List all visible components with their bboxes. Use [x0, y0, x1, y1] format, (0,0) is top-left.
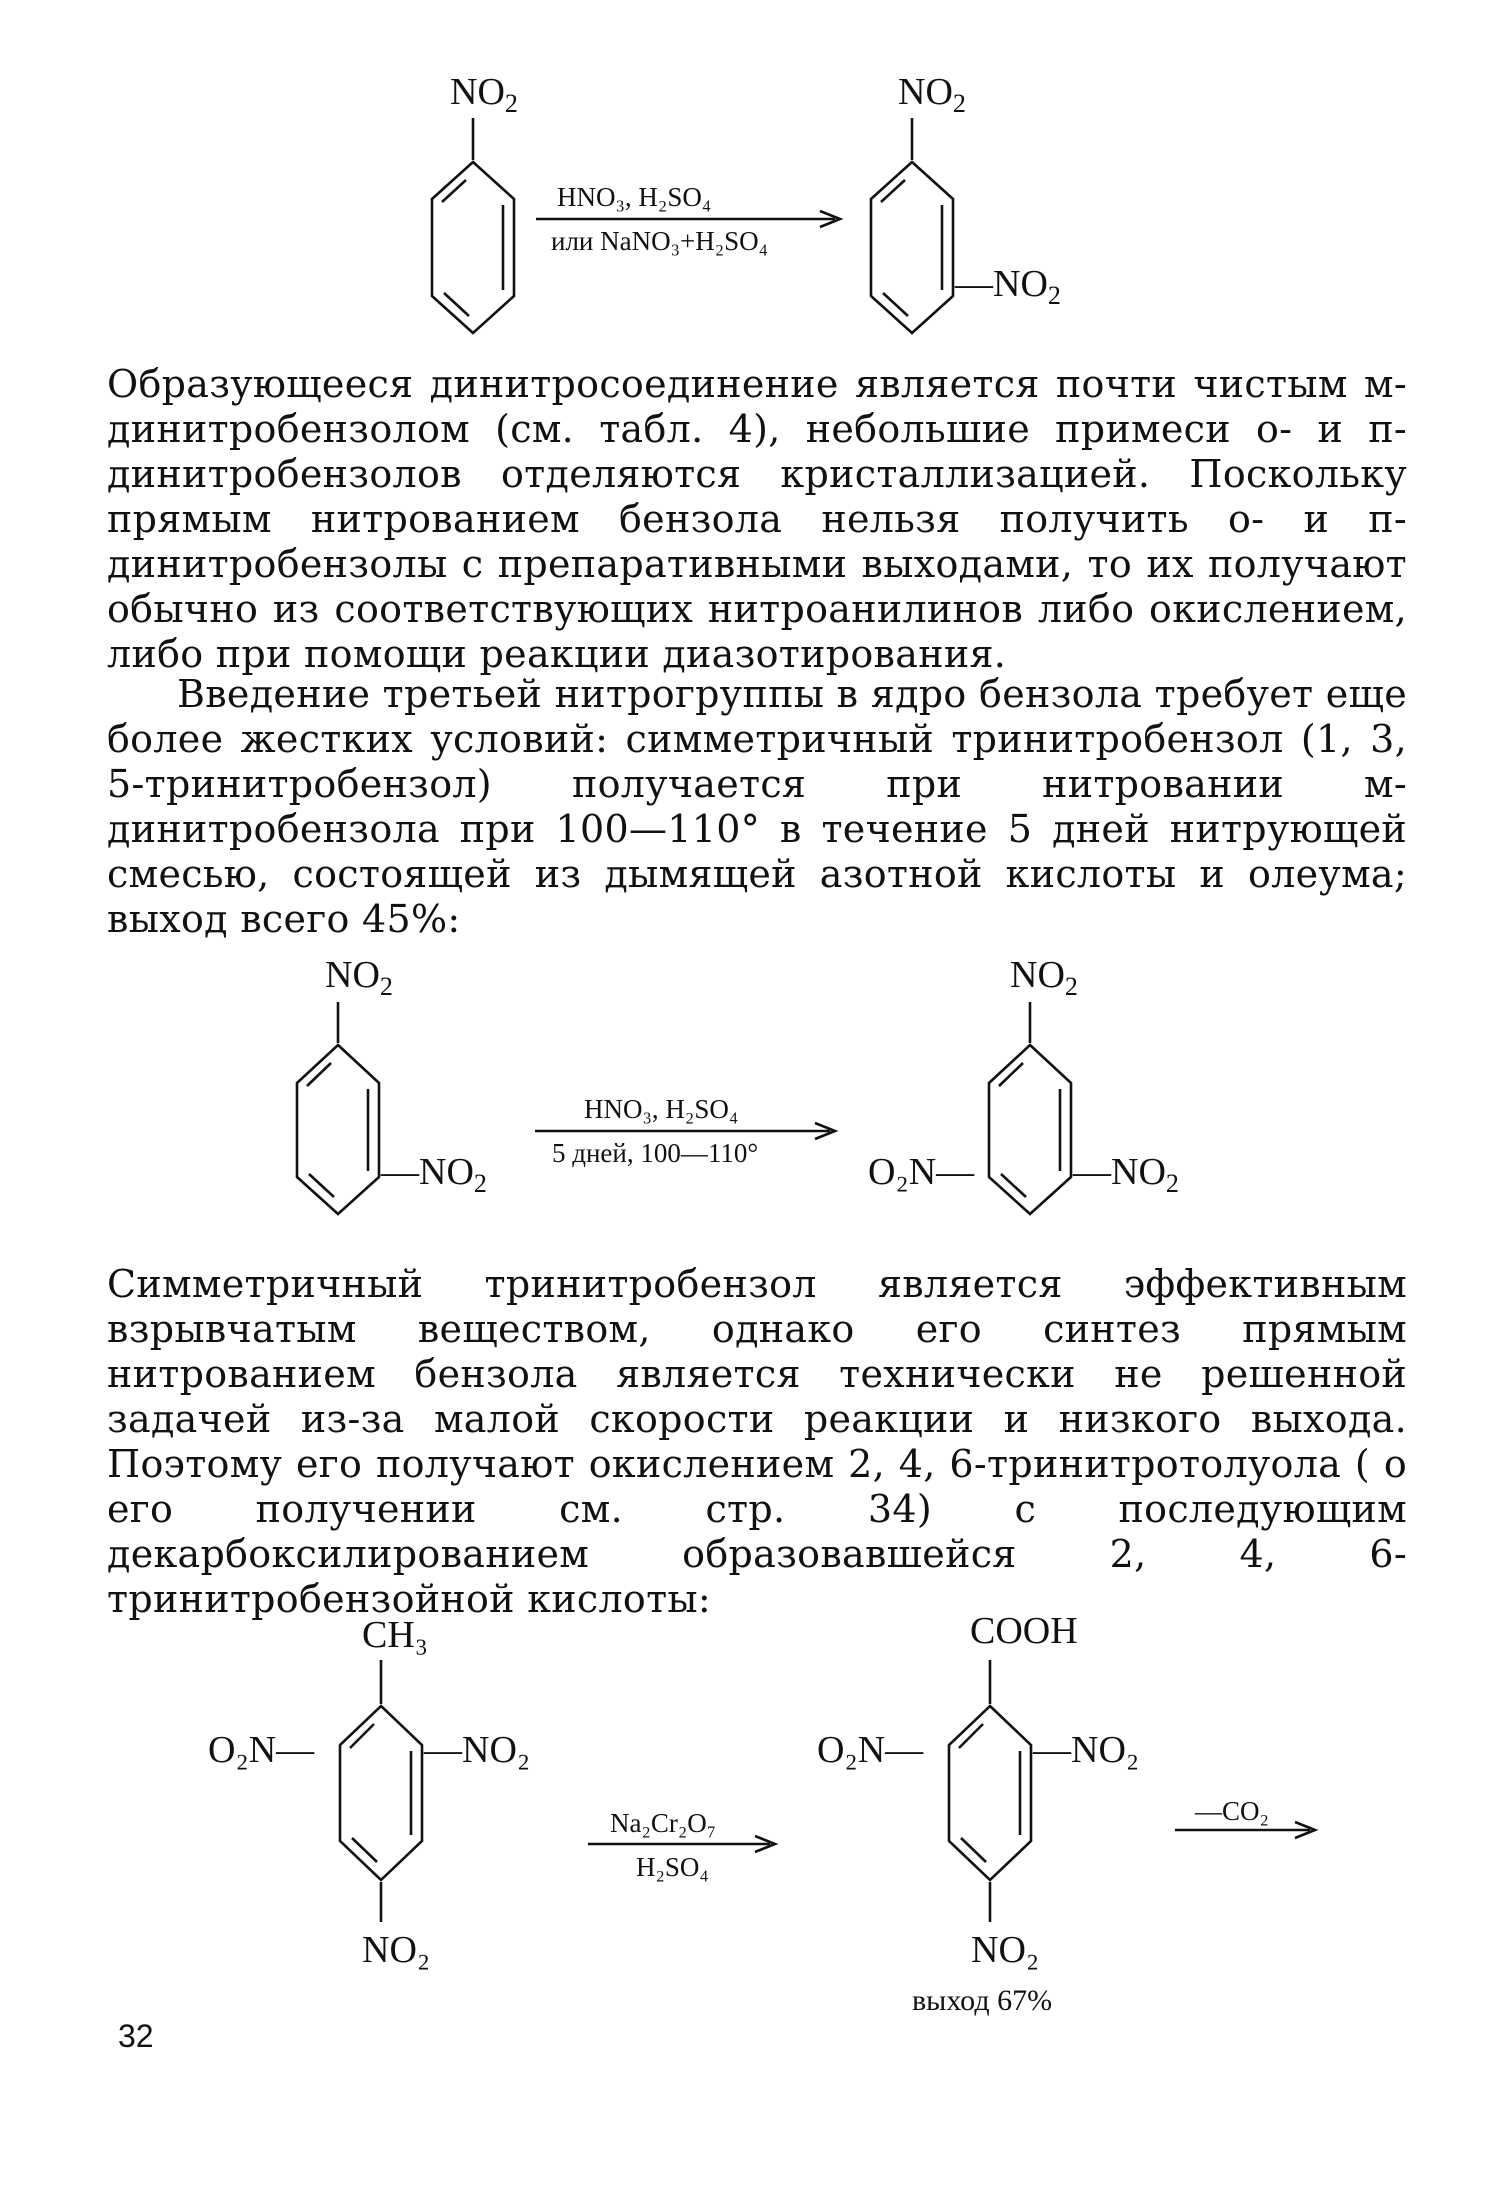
- decarboxylation-arrow: [1175, 1796, 1315, 1838]
- trinitrobenzene-structure: [868, 954, 1179, 1214]
- reagent-top-label: HNO₃, H₂SO₄: [584, 1094, 739, 1124]
- page-number: 32: [118, 2018, 154, 2054]
- reagent-top-label: Na₂Cr₂O₇: [610, 1808, 717, 1838]
- nitrobenzene-structure: [432, 71, 518, 333]
- reaction-arrow-2: [535, 1094, 835, 1168]
- reaction-arrow-1: [536, 182, 840, 256]
- product-top-no2-label: $NO_2$: [1010, 954, 1078, 1001]
- product-bottom-no2-label: NO₂: [971, 1929, 1040, 1971]
- paragraph-2: Введение третьей нитрогруппы в ядро бензола требует еще более жестких условий: симметричный тринитробензол (1, 3, 5-тринитробензол) получается при нитровании м-динитробензола при 100—110° в течение 5 дней нитрующей смесью, состоящей из дымящей азотной кислоты и олеума; выход всего 45%:: [107, 672, 1407, 941]
- yield-label: выход 67%: [912, 1984, 1053, 2017]
- reactant-right-no2-label: —NO₂: [424, 1729, 531, 1771]
- decarb-reagent-label: —CO₂: [1195, 1796, 1269, 1826]
- product-right-no2-label: $—NO_2$: [1073, 1151, 1179, 1198]
- paragraph-3: Симметричный тринитробензол является эффективным взрывчатым веществом, однако его синтез прямым нитрованием бензола является технически не решенной задачей из-за малой скорости реакции и низкого выхода. Поэтому его получают окислением 2, 4, 6-тринитротолуола ( о его получении см. стр. 34) с последующим декарбоксилированием образовавшейся 2, 4, 6-тринитробензойной кислоты:: [107, 1262, 1407, 1621]
- reagent-top-label: HNO₃, H₂SO₄: [557, 182, 712, 212]
- reaction-scheme-1: [0, 0, 1500, 360]
- tnt-structure: [208, 1614, 530, 1971]
- reagent-bottom-label: или NaNO₃+H₂SO₄: [551, 226, 769, 256]
- reaction-scheme-2: [0, 940, 1500, 1230]
- m-dinitrobenzene-structure: [297, 954, 487, 1214]
- product-cooh-label: COOH: [970, 1610, 1078, 1652]
- reagent-bottom-label: 5 дней, 100—110°: [552, 1138, 759, 1168]
- product-left-no2-label: O₂N—: [817, 1729, 924, 1771]
- reactant-ch3-label: CH₃: [362, 1614, 429, 1656]
- oxidation-arrow: [588, 1808, 775, 1882]
- product-side-no2-label: $—NO_2$: [955, 263, 1061, 310]
- reactant-bottom-no2-label: NO₂: [362, 1929, 431, 1971]
- trinitrobenzoic-acid-structure: [817, 1610, 1139, 2017]
- reaction-scheme-3: [0, 1600, 1500, 2020]
- product-right-no2-label: —NO₂: [1033, 1729, 1140, 1771]
- product-left-no2-label: O₂N—: [868, 1151, 975, 1193]
- m-dinitrobenzene-structure: [871, 71, 1061, 333]
- paragraph-1: Образующееся динитросоединение является почти чистым м-динитробензолом (см. табл. 4), небольшие примеси о- и п-динитробензолов отделяются кристаллизацией. Поскольку прямым нитрованием бензола нельзя получить о- и п-динитробензолы с препаративными выходами, то их получают обычно из соответствующих нитроанилинов либо окислением, либо при помощи реакции диазотирования.: [107, 362, 1407, 676]
- reactant-side-no2-label: $—NO_2$: [381, 1151, 487, 1198]
- reactant-top-no2-label: $NO_2$: [325, 954, 393, 1001]
- reactant-no2-label: $NO_2$: [450, 71, 518, 118]
- reagent-bottom-label: H₂SO₄: [636, 1852, 709, 1882]
- reactant-left-no2-label: O₂N—: [208, 1729, 315, 1771]
- product-top-no2-label: $NO_2$: [898, 71, 966, 118]
